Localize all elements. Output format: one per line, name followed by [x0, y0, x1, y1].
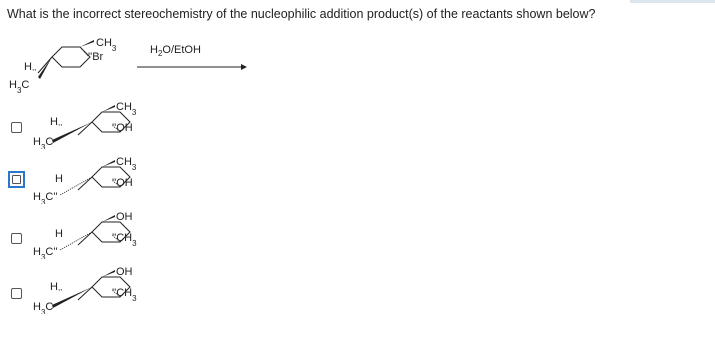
- reaction-arrow: [137, 62, 247, 72]
- svg-text:''CH3: ''$CH_3$: [112, 287, 137, 303]
- svg-text:H3C'': $H_3C''$: [33, 246, 58, 259]
- reactant-structure: [0, 32, 140, 97]
- reaction-conditions: $H_2O$/EtOH: [150, 44, 201, 59]
- svg-text:CH3: $CH_3$: [116, 101, 137, 117]
- svg-text:H3C: $H_3C$: [33, 136, 54, 149]
- svg-text:OH: OH: [116, 211, 133, 223]
- top-accent-bar: [630, 0, 715, 3]
- answer-option-2[interactable]: [0, 150, 160, 204]
- answer-option-1[interactable]: [0, 95, 160, 149]
- svg-text:H3C: $H_3C$: [33, 301, 54, 314]
- answer-option-4[interactable]: [0, 260, 160, 314]
- answer-option-3[interactable]: [0, 205, 160, 259]
- svg-text:OH: OH: [116, 266, 133, 278]
- svg-text:''CH3: ''$CH_3$: [112, 232, 137, 248]
- svg-text:CH3: $CH_3$: [116, 156, 137, 172]
- reactant-br-label: ''Br: [88, 51, 104, 63]
- option-4-structure: [0, 260, 160, 314]
- question-text: What is the incorrect stereochemistry of the nucleophilic addition product(s) of the reactants shown below?: [7, 7, 596, 21]
- reactant-ch3-label: $CH_3$: [96, 37, 117, 53]
- reactant-h3c-label: $H_3C$: [9, 79, 30, 95]
- svg-text:''OH: ''OH: [112, 122, 133, 134]
- svg-text:H: H: [55, 173, 63, 185]
- option-2-structure: [0, 150, 160, 204]
- svg-text:''OH: ''OH: [112, 177, 133, 189]
- option-1-structure: [0, 95, 160, 149]
- svg-text:H3C'': $H_3C''$: [33, 191, 58, 204]
- svg-text:H,,: H,,: [50, 116, 63, 128]
- reactant-h-label: H,,: [24, 61, 37, 73]
- option-3-structure: [0, 205, 160, 259]
- svg-text:H: H: [55, 228, 63, 240]
- svg-text:H,,: H,,: [50, 281, 63, 293]
